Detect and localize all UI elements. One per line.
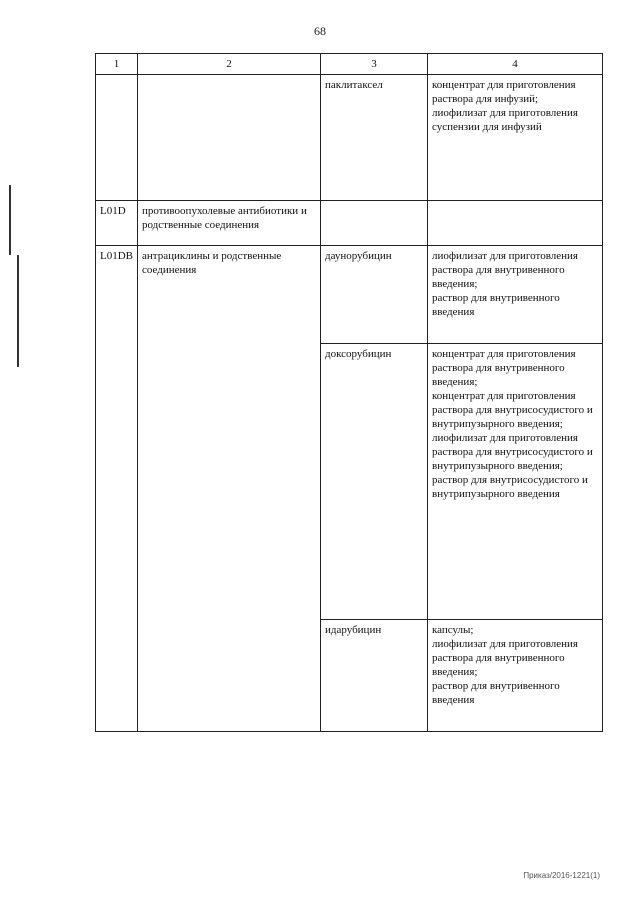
dosage-forms-cell bbox=[428, 75, 603, 201]
dosage-form: раствор для внутривенного введения bbox=[432, 292, 560, 318]
atc-code-cell bbox=[96, 75, 138, 201]
dosage-forms-cell bbox=[428, 201, 603, 246]
dosage-forms-cell bbox=[428, 246, 603, 344]
table-row bbox=[96, 75, 603, 201]
dosage-form: концентрат для приготовления раствора для инфузий; bbox=[432, 79, 576, 105]
dosage-form: капсулы; bbox=[432, 624, 474, 636]
column-header: 1 bbox=[96, 54, 138, 75]
table-header-row bbox=[96, 54, 603, 75]
group-name-cell: антрациклины и родственные соединения bbox=[138, 246, 321, 732]
dosage-form: концентрат для приготовления раствора для внутривенного введения; bbox=[432, 348, 576, 388]
drug-name-cell: паклитаксел bbox=[321, 75, 428, 201]
scan-artifact bbox=[17, 255, 19, 367]
page-number: 68 bbox=[314, 24, 326, 38]
atc-code-cell: L01D bbox=[96, 201, 138, 246]
group-name-cell bbox=[138, 75, 321, 201]
dosage-forms-cell bbox=[428, 344, 603, 620]
drug-name-cell: доксорубицин bbox=[321, 344, 428, 620]
dosage-form: лиофилизат для приготовления раствора для внутривенного введения; bbox=[432, 638, 578, 678]
column-header: 2 bbox=[138, 54, 321, 75]
dosage-form: лиофилизат для приготовления суспензии для инфузий bbox=[432, 107, 578, 133]
document-reference: Приказ/2016-1221(1) bbox=[523, 871, 600, 880]
dosage-form: концентрат для приготовления раствора для внутрисосудистого и внутрипузырного введения; bbox=[432, 390, 593, 430]
dosage-form: раствор для внутрисосудистого и внутрипузырного введения bbox=[432, 474, 588, 500]
drug-name-cell: идарубицин bbox=[321, 620, 428, 732]
drug-name-cell: даунорубицин bbox=[321, 246, 428, 344]
dosage-form: лиофилизат для приготовления раствора для внутрисосудистого и внутрипузырного введения; bbox=[432, 432, 593, 472]
group-name-cell: противоопухолевые антибиотики и родственные соединения bbox=[138, 201, 321, 246]
medicines-table bbox=[95, 53, 603, 732]
table-row bbox=[96, 246, 603, 344]
dosage-form: лиофилизат для приготовления раствора для внутривенного введения; bbox=[432, 250, 578, 290]
drug-name-cell bbox=[321, 201, 428, 246]
scan-artifact bbox=[9, 185, 11, 255]
table-row bbox=[96, 201, 603, 246]
column-header: 3 bbox=[321, 54, 428, 75]
column-header: 4 bbox=[428, 54, 603, 75]
dosage-form: раствор для внутривенного введения bbox=[432, 680, 560, 706]
dosage-forms-cell bbox=[428, 620, 603, 732]
atc-code-cell: L01DB bbox=[96, 246, 138, 732]
